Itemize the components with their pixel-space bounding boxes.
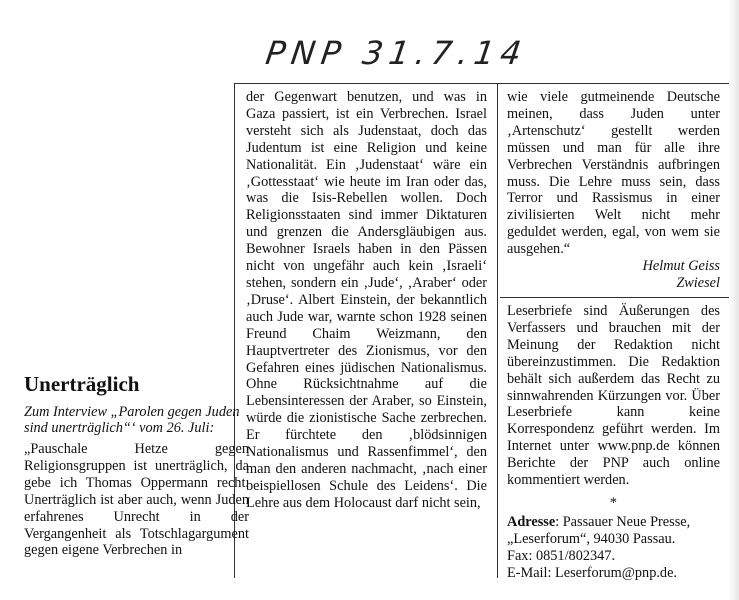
article-headline: Unerträglich [24, 372, 140, 396]
email-line: E-Mail: Leserforum@pnp.de. [507, 564, 677, 581]
separator-star: * [609, 494, 618, 511]
disclaimer-text: Leserbriefe sind Äußerungen des Verfassers und brauchen mit der Meinung der Redaktion nicht übereinzustimmen. Die Redaktion behält sich außerdem das Recht zu sinnwahrenden Kürzungen vor. Über Leserbriefe kann keine Korrespondenz geführt werden. Im Internet unter www.pnp.de können Berichte der PNP auch online kommentiert werden. [507, 303, 720, 489]
disclaimer-rule [500, 297, 739, 298]
article-subhead: Zum Interview „Parolen gegen Juden sind unerträglich“‘ vom 26. Juli: [24, 404, 240, 436]
address-line-1 [507, 514, 720, 531]
letter-text-part-3: wie viele gutmeinende Deutsche meinen, dass Juden unter ‚Artenschutz‘ gestellt werden müssen und man für alle ihre Verbrechen Verständnis aufbringen muss. Die Lehre muss sein, dass Terror und Rassismus in einer zivilisierten Welt nicht mehr geduldet werden, egal, von wem sie ausgehen.“ [507, 89, 720, 258]
top-rule [234, 83, 739, 84]
address-line-2: „Leserforum“, 94030 Passau. [507, 530, 676, 547]
address-publisher: : Passauer Neue Presse, [555, 513, 691, 530]
scan-edge-shadow [729, 0, 739, 600]
disclaimer-block [507, 303, 720, 582]
fax-line: Fax: 0851/802347. [507, 547, 616, 564]
letter-text-part-2: der Gegenwart benutzen, und was in Gaza passiert, ist ein Verbrechen. Israel versteht sich als Judenstaat, doch das Judentum ist eine Religion und keine Nationalität. Ein ‚Judenstaat‘ wäre ein ‚Gottesstaat‘ wie heute im Iran oder das, was die Isis-Rebellen wollen. Doch Religionsstaaten sind immer Diktaturen und grenzen die Andersgläubigen aus. Bewohner Israels haben in den Pässen nicht von ungefähr auch kein ‚Israeli‘ stehen, sondern ein ‚Jude‘, ‚Araber‘ oder ‚Druse‘. Albert Einstein, der bekanntlich auch Jude war, warnte schon 1928 seinen Freund Chaim Weizmann, den Hauptvertreter des Zionismus, vor den Gefahren eines jüdischen Nationalismus. Ohne Rücksichtnahme auf die Lebensinteressen der Araber, so Einstein, würde die zionistische Sache zerbrechen. Er fürchtete den ‚blödsinnigen Nationalismus und Rassenfimmel‘, den man den anderen nachmacht, ‚nach einer beispiellosen Schule des Leidens‘. Die Lehre aus dem Holocaust darf nicht sein, [246, 89, 487, 511]
address-label: Adresse [507, 513, 556, 530]
handwritten-date-note: PNP 31.7.14 [263, 34, 530, 72]
column-divider-right [497, 83, 498, 578]
letter-column-2 [246, 89, 487, 512]
letter-text-part-1: „Pauschale Hetze gegen Religionsgruppen ist unerträglich, da gebe ich Thomas Oppermann recht. Unerträglich ist aber auch, wenn Juden erfahrenes Unrecht in der Vergangenheit als Totschlagargument gegen eigene Verbrechen in [24, 441, 249, 559]
letter-column-1 [24, 441, 249, 559]
author-name: Helmut Geiss [642, 258, 720, 275]
author-city: Zwiesel [676, 274, 720, 291]
letter-column-3 [507, 89, 720, 292]
